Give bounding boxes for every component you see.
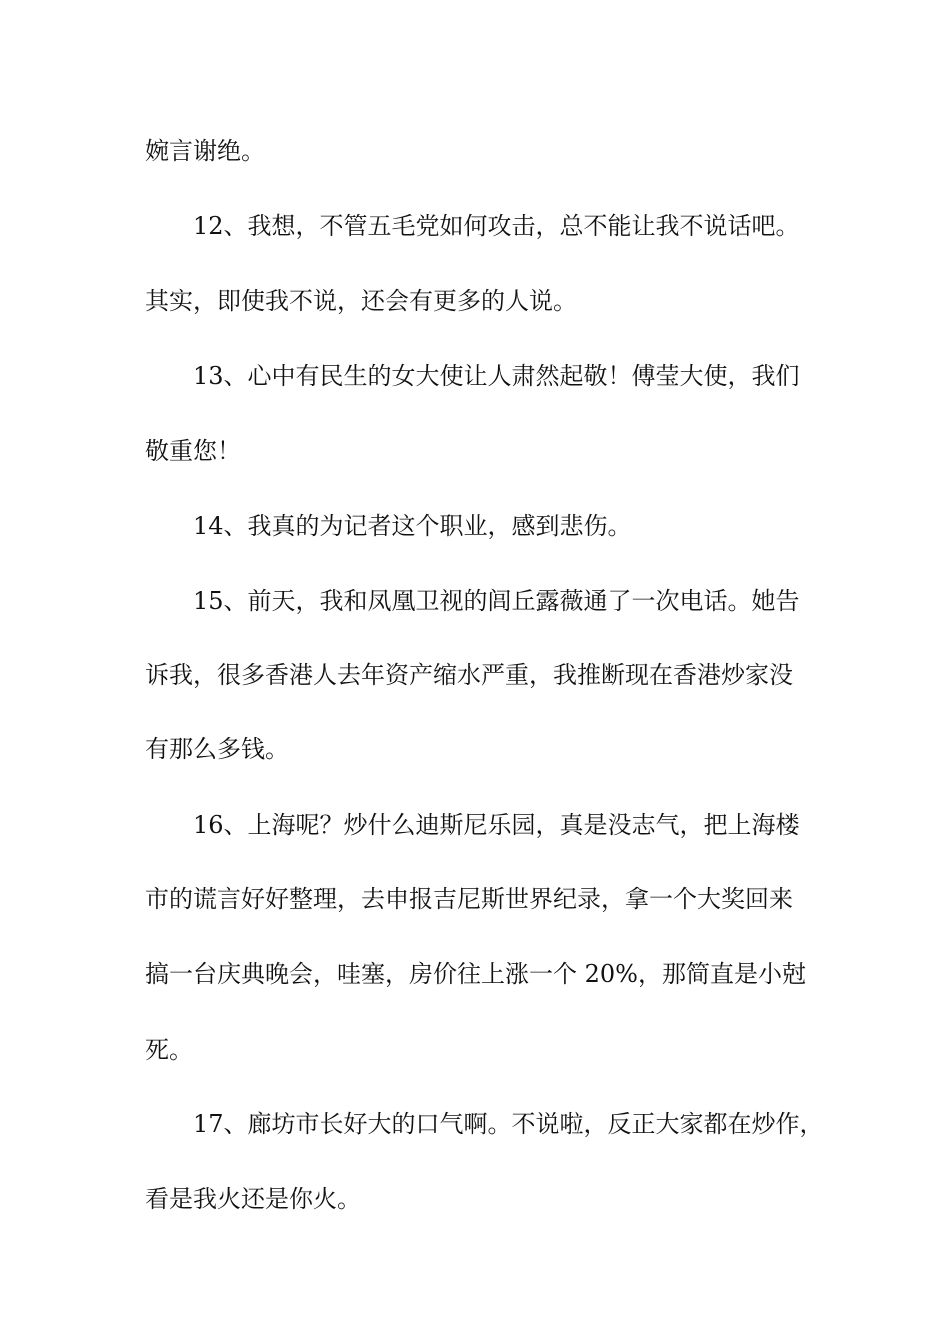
text-line: 婉言谢绝。 bbox=[145, 137, 265, 165]
paragraph-14-line-1: 14、我真的为记者这个职业，感到悲伤。 bbox=[193, 512, 632, 540]
paragraph-17-line-2: 看是我火还是你火。 bbox=[145, 1185, 361, 1213]
paragraph-15-line-2: 诉我，很多香港人去年资产缩水严重，我推断现在香港炒家没 bbox=[145, 661, 793, 689]
paragraph-13-line-2: 敬重您！ bbox=[145, 437, 241, 465]
paragraph-16-line-3: 搞一台庆典晚会，哇塞，房价往上涨一个 20%，那简直是小尅 bbox=[145, 960, 806, 988]
paragraph-16-line-1: 16、上海呢？炒什么迪斯尼乐园，真是没志气，把上海楼 bbox=[193, 811, 800, 839]
paragraph-13-line-1: 13、心中有民生的女大使让人肃然起敬！傅莹大使，我们 bbox=[193, 362, 800, 390]
paragraph-16-line-4: 死。 bbox=[145, 1036, 193, 1064]
paragraph-16-line-2: 市的谎言好好整理，去申报吉尼斯世界纪录，拿一个大奖回来 bbox=[145, 885, 793, 913]
paragraph-17-line-1: 17、廊坊市长好大的口气啊。不说啦，反正大家都在炒作， bbox=[193, 1110, 824, 1138]
paragraph-12-line-2: 其实，即使我不说，还会有更多的人说。 bbox=[145, 287, 577, 315]
paragraph-15-line-3: 有那么多钱。 bbox=[145, 735, 289, 763]
paragraph-15-line-1: 15、前天，我和凤凰卫视的闾丘露薇通了一次电话。她告 bbox=[193, 587, 800, 615]
paragraph-12-line-1: 12、我想，不管五毛党如何攻击，总不能让我不说话吧。 bbox=[193, 212, 800, 240]
